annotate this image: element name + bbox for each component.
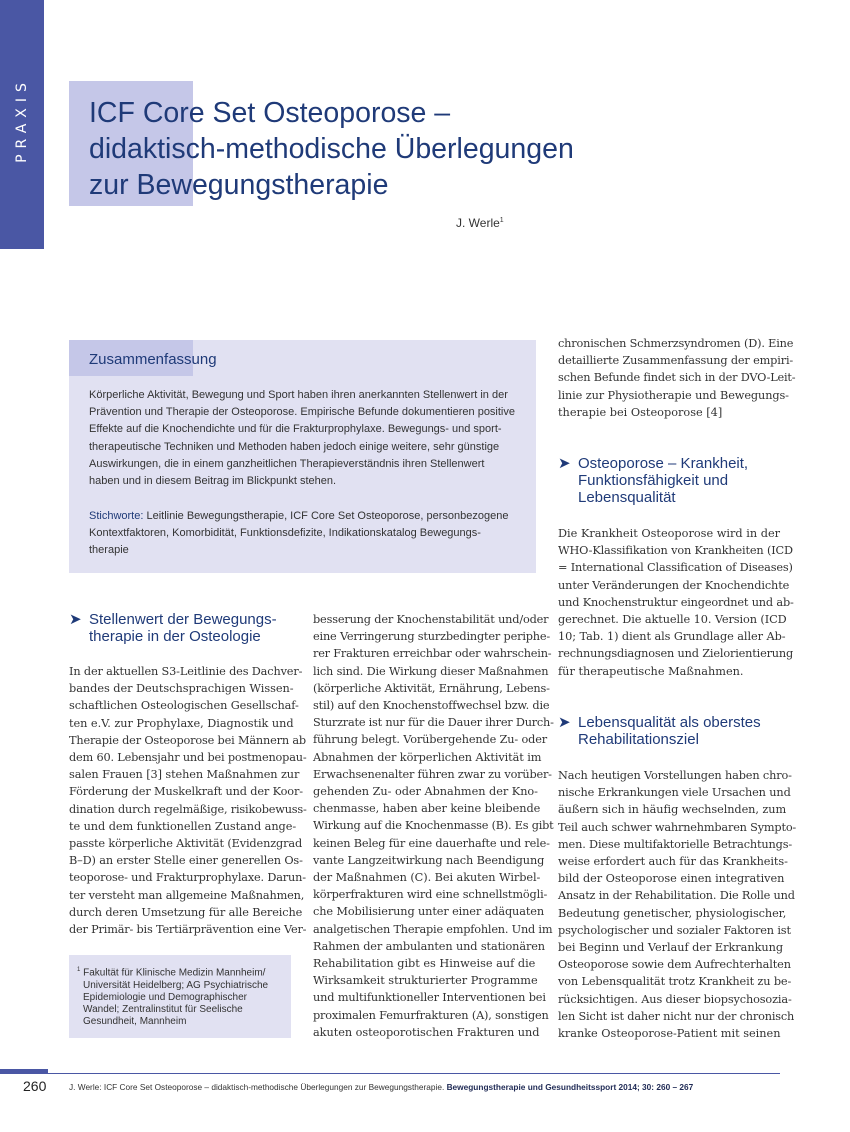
- arrow-right-icon: ➤: [69, 611, 82, 628]
- abstract-line: Körperliche Aktivität, Bewegung und Sport haben ihren anerkannten Stellenwert in der: [89, 389, 508, 401]
- abstract-line: Prävention und Therapie der Osteoporose. Empirische Befunde dokumentieren positive: [89, 406, 515, 419]
- abstract-title: Zusammenfassung: [89, 351, 217, 368]
- title-line: didaktisch-methodische Überlegungen: [89, 133, 574, 165]
- abstract-line: Auswirkungen, die in einem ganzheitlichen Therapieverständnis ihren Stellenwert: [89, 457, 485, 470]
- arrow-right-icon: ➤: [558, 455, 571, 472]
- heading-line: therapie in der Osteologie: [89, 628, 261, 645]
- title-line: ICF Core Set Osteoporose –: [89, 97, 451, 129]
- heading-line: Osteoporose – Krankheit,: [578, 455, 749, 472]
- keywords-label: Stichworte:: [89, 510, 144, 522]
- column-1-text: In der aktuellen S3-Leitlinie des Dachver- bandes der Deutschsprachigen Wissen- schaftlichen Osteologischen Gesellschaf- ten e.V. zur Prophylaxe, Diagnostik und Therapie der Osteoporose bei Männern ab dem 60. Lebensjahr und bei postmenopau- salen Frauen [3] stehen Maßnahmen zur Förderung der Muskelkraft und der Koor- dination durch regelmäßige, risikobewuss- te und dem funktionellen Zustand ange- passte körperliche Aktivität (Evidenzgrad B–D) an erster Stelle einer generellen Os- teoporose- und Frakturprophylaxe. Darun- ter versteht man allgemeine Maßnahmen, durch deren Umsetzung für alle Bereiche der Primär- bis Tertiärprävention eine Ver-: [69, 665, 307, 937]
- heading-line: Funktionsfähigkeit und: [578, 472, 729, 489]
- footer-accent-bar: [0, 1069, 48, 1074]
- section-label: PRAXIS: [14, 77, 30, 163]
- keywords-line: therapie: [89, 544, 129, 557]
- footnote-mark: 1: [77, 967, 81, 973]
- column-3-section3-text: Nach heutigen Vorstellungen haben chro- nische Erkrankungen viele Ursachen und äußern sich in häufig wechselnden, zum Teil auch schwer wahrnehmbaren Sympto- men. Diese multifaktorielle Betrachtungs- weise erfordert auch für das Krankheits- bild der Osteoporose einen integrativen Ansatz in der Rehabilitation. Die Rolle und Bedeutung genetischer, physiologischer, psychologischer und sozialer Faktoren ist bei Beginn und Verlauf der Erkrankung Osteoporose sowie dem Aufrechterhalten von Lebensqualität trotz Krankheit zu be- rücksichtigen. Aus dieser biopsychosozia- len Sicht ist daher nicht nur der chronisch kranke Osteoporose-Patient mit seinen: [558, 769, 797, 1041]
- column-3-section2-text: Die Krankheit Osteoporose wird in der WHO-Klassifikation von Krankheiten (ICD = International Classification of Diseases) unter Veränderungen der Knochendichte und Knochenstruktur eingeordnet und ab- gerechnet. Die aktuelle 10. Version (ICD 10; Tab. 1) dient als Grundlage aller Ab- rechnungsdiagnosen und Zielorientierung für therapeutische Maßnahmen.: [558, 527, 794, 678]
- footer-rule: [48, 1073, 780, 1074]
- keywords-line: Leitlinie Bewegungstherapie, ICF Core Set Osteoporose, personbezogene: [143, 510, 509, 522]
- title-line: zur Bewegungstherapie: [89, 169, 389, 201]
- keywords: [89, 508, 519, 560]
- column-2-text: besserung der Knochenstabilität und/oder eine Verringerung sturzbedingter periphe- rer Frakturen erreichbar oder wahrschein- lich sind. Die Wirkung dieser Maßnahmen (körperliche Aktivität, Ernährung, Lebens- stil) auf den Knochenstoffwechsel bzw. die Sturzrate ist nur für die Dauer ihrer Durch- führung belegt. Vorübergehende Zu- oder Abnahmen der körperlichen Aktivität im Erwachsenenalter führen zwar zu vorüber- gehenden Zu- oder Abnahmen der Kno- chenmasse, haben aber keine bleibende Wirkung auf die Knochenmasse (B). Es gibt keinen Beleg für eine dauerhafte und rele- vante Langzeitwirkung nach Beendigung der Maßnahmen (C). Bei akuten Wirbel- körperfrakturen wird eine schnellstmögli- che Mobilisierung unter einer adäquaten analgetischen Therapie empfohlen. Und im Rahmen der ambulanten und stationären Rehabilitation gibt es Hinweise auf die Wirksamkeit strukturierter Programme und multifunktioneller Interventionen bei proximalen Femurfrakturen (A), sonstigen akuten osteoporotischen Frakturen und: [313, 613, 554, 1039]
- abstract-line: Effekte auf die Knochendichte und für die Frakturprophylaxe. Bewegungs- und sport-: [89, 423, 502, 436]
- author: [456, 216, 504, 230]
- author-affiliation-mark: 1: [499, 217, 504, 224]
- footer-citation: J. Werle: ICF Core Set Osteoporose – didaktisch-methodische Überlegungen zur Bewegungstherapie. Bewegungstherapie und Gesundheitssport 2014; 30: 260 – 267: [69, 1082, 694, 1092]
- keywords-line: Kontextfaktoren, Komorbidität, Funktionsdefizite, Indikationskatalog Bewegungs-: [89, 527, 481, 540]
- author-name: J. Werle: [456, 216, 500, 230]
- column-3-top-text: chronischen Schmerzsyndromen (D). Eine detaillierte Zusammenfassung der empiri- schen Befunde findet sich in der DVO-Leit- linie zur Physiotherapie und Bewegungs- therapie bei Osteoporose [4]: [558, 337, 796, 419]
- journal-reference: Bewegungstherapie und Gesundheitssport 2014; 30: 260 – 267: [446, 1082, 694, 1092]
- affiliation-footnote: $^1$ Fakultät für Klinische Medizin Mannheim/ Universität Heidelberg; AG Psychiatrische Epidemiologie und Demographischer Wandel; Zentralinstitut für Seelische Gesundheit, Mannheim: [77, 967, 269, 1028]
- article-title: [89, 95, 709, 203]
- page-number: 260: [23, 1078, 47, 1094]
- heading-line: Lebensqualität als oberstes: [578, 714, 761, 731]
- abstract-line: haben und in diesem Beitrag im Blickpunkt stehen.: [89, 475, 337, 488]
- arrow-right-icon: ➤: [558, 714, 571, 731]
- heading-line: Rehabilitationsziel: [578, 731, 699, 748]
- abstract-text: [89, 387, 519, 490]
- heading-line: Stellenwert der Bewegungs-: [89, 611, 277, 628]
- heading-line: Lebensqualität: [578, 489, 676, 506]
- abstract-line: therapeutische Techniken und Methoden haben jedoch einige weitere, sehr günstige: [89, 440, 500, 453]
